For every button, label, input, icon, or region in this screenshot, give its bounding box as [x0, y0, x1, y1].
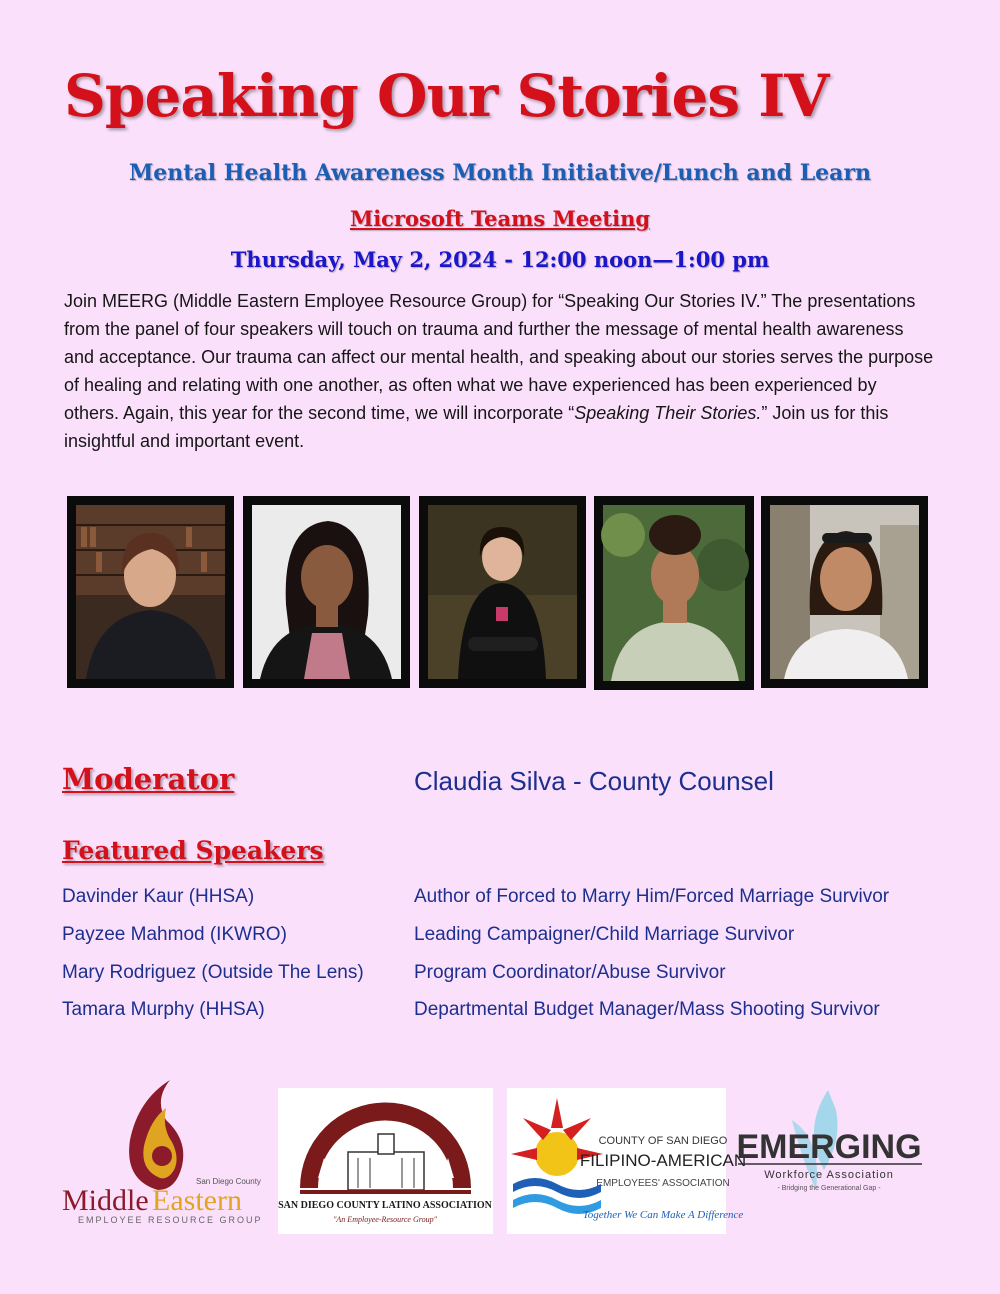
speaker-name: Mary Rodriguez (Outside The Lens) — [62, 962, 364, 983]
intro-paragraph — [64, 287, 934, 455]
moderator-label: Moderator — [62, 762, 235, 796]
svg-text:- Bridging the Generational Ga: - Bridging the Generational Gap - — [777, 1185, 881, 1192]
svg-text:Together We Can Make A Differe: Together We Can Make A Difference — [582, 1209, 744, 1221]
speaker-name: Tamara Murphy (HHSA) — [62, 999, 265, 1020]
intro-emphasis: Speaking Their Stories. — [574, 403, 762, 423]
svg-text:SAN DIEGO COUNTY LATINO ASSOCI: SAN DIEGO COUNTY LATINO ASSOCIATION — [278, 1200, 492, 1211]
page-title: Speaking Our Stories IV — [64, 62, 829, 130]
speaker-role: Leading Campaigner/Child Marriage Survivor — [414, 924, 795, 945]
moderator-name: Claudia Silva - County Counsel — [414, 766, 774, 796]
speaker-photo-2 — [243, 496, 410, 688]
event-subtitle: Mental Health Awareness Month Initiative/Lunch and Learn — [128, 160, 872, 186]
speaker-photo-3 — [419, 496, 586, 688]
speaker-photos — [0, 494, 1000, 694]
featured-speakers-label: Featured Speakers — [62, 836, 324, 865]
speaker-name: Payzee Mahmod (IKWRO) — [62, 924, 287, 945]
svg-text:San Diego County: San Diego County — [196, 1177, 261, 1186]
intro-text-part2: ” Join us for this insightful and important event. — [64, 403, 889, 451]
building-icon — [348, 1152, 424, 1190]
speaker-role: Author of Forced to Marry Him/Forced Marriage Survivor — [414, 886, 890, 907]
svg-text:"An Employee-Resource Group": "An Employee-Resource Group" — [333, 1215, 437, 1224]
svg-text:EMPLOYEES' ASSOCIATION: EMPLOYEES' ASSOCIATION — [596, 1178, 730, 1189]
svg-text:FILIPINO-AMERICAN: FILIPINO-AMERICAN — [579, 1151, 747, 1170]
svg-text:Workforce Association: Workforce Association — [764, 1169, 894, 1181]
speaker-photo-5 — [761, 496, 928, 688]
intro-text-part1: Join MEERG (Middle Eastern Employee Resource Group) for “Speaking Our Stories IV.” The presentations from the panel of four speakers will touch on trauma and further the message of mental health awareness and acceptance. Our trauma can affect our mental health, and speaking about our stories serves the purpose of healing and relating with one another, as often what we have experienced has been experienced by others. Again, this year for the second time, we will incorporate “ — [64, 291, 934, 423]
meeting-type: Microsoft Teams Meeting — [349, 206, 651, 231]
speaker-name: Davinder Kaur (HHSA) — [62, 886, 255, 907]
svg-text:EMERGING: EMERGING — [736, 1128, 922, 1166]
speaker-photo-1 — [67, 496, 234, 688]
sponsor-logos — [0, 1070, 1000, 1250]
svg-text:COUNTY OF SAN DIEGO: COUNTY OF SAN DIEGO — [598, 1135, 728, 1147]
speaker-role: Departmental Budget Manager/Mass Shooting Survivor — [414, 999, 880, 1020]
speaker-photo-4 — [594, 496, 754, 690]
svg-text:Eastern: Eastern — [152, 1184, 242, 1217]
latino-association-logo — [278, 1088, 493, 1234]
svg-text:EMPLOYEE RESOURCE GROUP: EMPLOYEE RESOURCE GROUP — [78, 1215, 263, 1225]
filipino-american-logo — [507, 1088, 747, 1234]
emerging-workforce-logo — [732, 1080, 927, 1230]
event-datetime: Thursday, May 2, 2024 - 12:00 noon—1:00 pm — [230, 247, 770, 272]
meerg-logo — [58, 1070, 278, 1230]
svg-text:Middle: Middle — [62, 1184, 149, 1217]
speaker-role: Program Coordinator/Abuse Survivor — [414, 962, 726, 983]
